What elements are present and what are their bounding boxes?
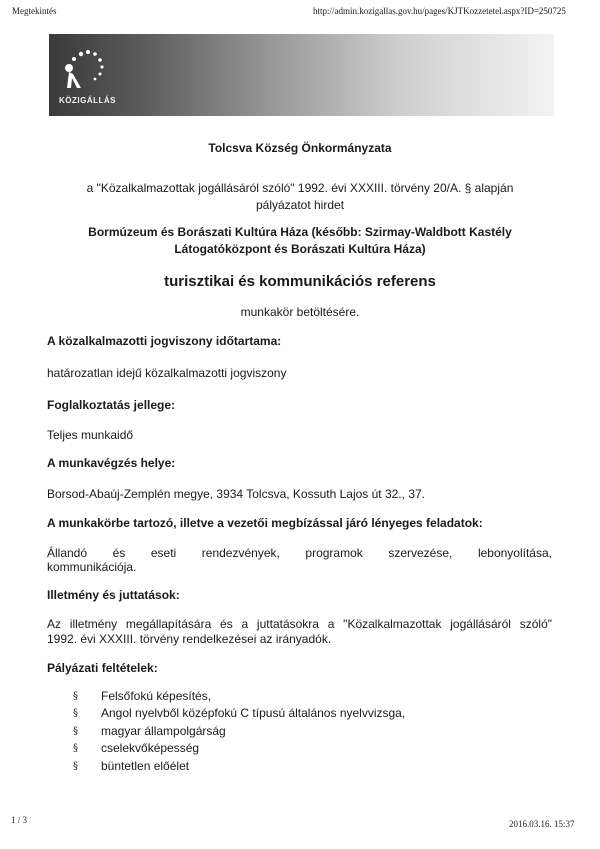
section-text-duties-line2: kommunikációja.	[47, 560, 137, 574]
list-item	[73, 740, 405, 757]
employer-name: Tolcsva Község Önkormányzata	[208, 141, 392, 155]
section-text-salary-line2: 1992. évi XXXIII. törvény rendelkezései az irányadók.	[47, 632, 332, 646]
kozigallas-banner	[49, 34, 554, 116]
requirement-text: cselekvőképesség	[101, 741, 200, 756]
section-text-salary-line1	[47, 617, 552, 631]
section-bullet-icon: §	[73, 691, 78, 702]
section-text-workplace: Borsod-Abaúj-Zemplén megye, 3934 Tolcsva, Kossuth Lajos út 32., 37.	[47, 487, 425, 501]
requirement-text: Felsőfokú képesítés,	[101, 689, 212, 703]
section-text-duration: határozatlan idejű közalkalmazotti jogviszony	[47, 366, 287, 380]
list-item	[73, 723, 405, 740]
section-heading-requirements: Pályázati feltételek:	[47, 661, 158, 675]
section-text-employment-type: Teljes munkaidő	[47, 428, 134, 442]
announces-text: pályázatot hirdet	[255, 198, 345, 212]
banner-logo-text: KÖZIGÁLLÁS	[59, 96, 116, 105]
section-bullet-icon: §	[73, 760, 78, 772]
list-item	[73, 758, 405, 775]
section-bullet-icon: §	[73, 725, 78, 737]
section-heading-workplace: A munkavégzés helye:	[47, 456, 176, 470]
print-header-url: http://admin.kozigallas.gov.hu/pages/KJTKozzetetel.aspx?ID=250725	[313, 6, 566, 16]
requirement-text: Angol nyelvből középfokú C típusú általános nyelvvizsga,	[101, 706, 406, 721]
requirement-text: büntetlen előélet	[101, 758, 190, 773]
section-bullet-icon: §	[73, 708, 78, 720]
salary-line1-text: Az illetmény megállapítására és a juttatásokra a "Közalkalmazottak jogállásáról szóló"	[47, 617, 552, 631]
requirements-list	[73, 688, 405, 775]
position-title: turisztikai és kommunikációs referens	[164, 273, 436, 290]
section-bullet-icon: §	[73, 743, 78, 755]
section-heading-duties: A munkakörbe tartozó, illetve a vezetői megbízással járó lényeges feladatok:	[47, 516, 483, 530]
section-heading-employment-type: Foglalkoztatás jellege:	[47, 398, 176, 412]
institution-line1: Bormúzeum és Borászati Kultúra Háza (később: Szirmay-Waldbott Kastély	[88, 225, 512, 239]
position-suffix: munkakör betöltésére.	[240, 305, 360, 319]
legal-basis: a "Közalkalmazottak jogállásáról szóló" 1992. évi XXXIII. törvény 20/A. § alapján	[86, 181, 514, 195]
institution-line2: Látogatóközpont és Borászati Kultúra Háza)	[174, 242, 426, 256]
section-heading-salary: Illetmény és juttatások:	[47, 588, 180, 602]
list-item	[73, 688, 405, 705]
kozigallas-logo-icon	[57, 44, 117, 104]
print-header-title: Megtekintés	[12, 6, 57, 16]
list-item	[73, 705, 405, 722]
section-text-duties-line1	[47, 546, 552, 560]
page-number: 1 / 3	[11, 815, 28, 825]
section-heading-duration: A közalkalmazotti jogviszony időtartama:	[47, 334, 282, 348]
duties-line1-text: Állandó és eseti rendezvények, programok szervezése, lebonyolítása,	[47, 546, 552, 560]
requirement-text: magyar állampolgárság	[101, 723, 226, 738]
print-timestamp: 2016.03.16. 15:37	[509, 819, 575, 829]
